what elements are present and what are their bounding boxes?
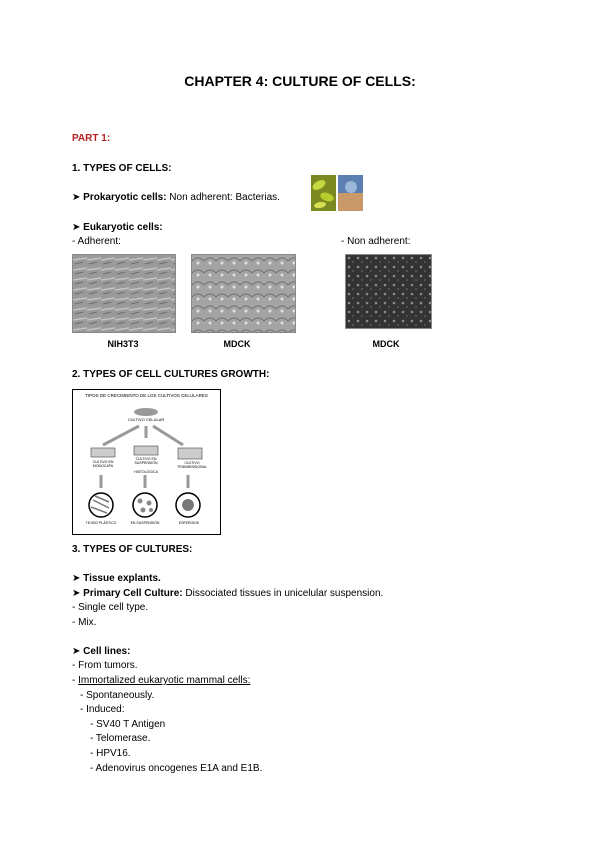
prokaryotic-line (72, 192, 280, 204)
bacteria-images (311, 175, 363, 211)
mix: - Mix. (72, 617, 97, 628)
sv40-antigen: - SV40 T Antigen (90, 719, 166, 730)
induced: - Induced: (80, 704, 125, 715)
from-tumors: - From tumors. (72, 660, 138, 671)
primary-culture-label: ➤ Primary Cell Culture: (72, 588, 183, 599)
diagram-middle-sub: HISTOLÓGICA (134, 470, 158, 474)
diagram-left-label: CULTIVO EN MONOCAPA (92, 460, 114, 468)
primary-culture-text: Dissociated tissues in unicelular suspension. (182, 588, 384, 599)
diagram-bottom-3: ESFEROIDE (178, 521, 200, 525)
mdck-adherent-micrograph (191, 254, 296, 333)
page-title: CHAPTER 4: CULTURE OF CELLS: (184, 73, 416, 89)
section2-heading: 2. TYPES OF CELL CULTURES GROWTH: (72, 369, 270, 380)
spontaneously: - Spontaneously. (80, 690, 155, 701)
prokaryotic-text: Non adherent: Bacterias. (166, 192, 280, 203)
primary-culture-line (72, 588, 383, 600)
adherent-label: - Adherent: (72, 236, 121, 247)
hpv16: - HPV16. (90, 748, 131, 759)
part-label: PART 1: (72, 133, 111, 144)
adenovirus-oncogenes: - Adenovirus oncogenes E1A and E1B. (90, 763, 263, 774)
cell-lines-label: ➤ Cell lines: (72, 646, 131, 657)
caption-mdck-2: MDCK (372, 339, 400, 349)
prokaryotic-label: ➤ Prokaryotic cells: (72, 192, 167, 203)
diagram-right-label: CULTIVO TRIDIMENSIONAL (177, 461, 207, 469)
caption-nih3t3: NIH3T3 (107, 339, 139, 349)
section1-heading: 1. TYPES OF CELLS: (72, 163, 172, 174)
eukaryotic-label: ➤ Eukaryotic cells: (72, 222, 163, 233)
immortalized-text: Immortalized eukaryotic mammal cells: (78, 675, 251, 686)
diagram-bottom-1: TEJIDO PLÁSTICO (85, 521, 117, 525)
diagram-title: TIPOS DE CRECIMIENTO DE LOS CULTIVOS CELULARES (85, 393, 208, 398)
diagram-bottom-2: EN SUSPENSIÓN (130, 521, 160, 525)
immortalized-dash: - (72, 675, 79, 686)
growth-types-diagram (72, 389, 221, 535)
single-cell-type: - Single cell type. (72, 602, 149, 613)
tissue-explants: ➤ Tissue explants. (72, 573, 161, 584)
caption-mdck-1: MDCK (223, 339, 251, 349)
diagram-middle-label: CULTIVO EN SUSPENSIÓN (134, 457, 158, 465)
non-adherent-label: - Non adherent: (341, 236, 411, 247)
telomerase: - Telomerase. (90, 733, 151, 744)
nih3t3-micrograph (72, 254, 176, 333)
mdck-suspension-micrograph (345, 254, 432, 329)
section3-heading: 3. TYPES OF CULTURES: (72, 544, 193, 555)
diagram-center-label: CULTIVO CELULAR (127, 417, 165, 422)
immortalized-line (72, 675, 250, 687)
